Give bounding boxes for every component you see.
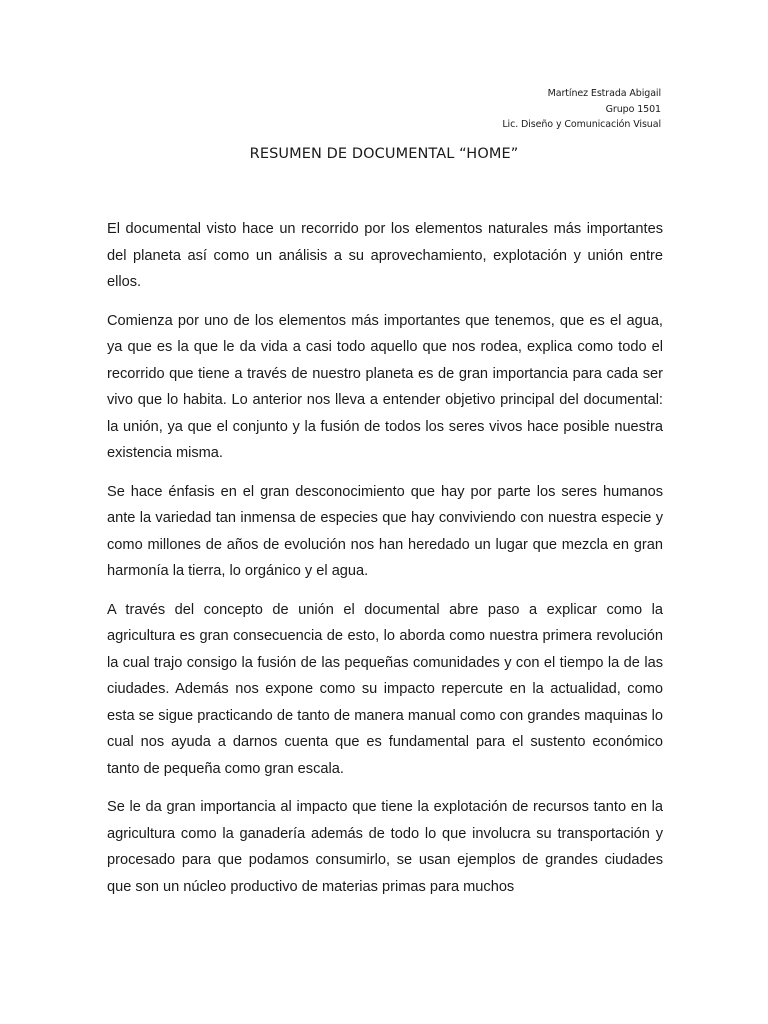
author-name: Martínez Estrada Abigail [547,88,661,99]
paragraph-1: El documental visto hace un recorrido por los elementos naturales más importantes del planeta así como un análisis a su aprovechamiento, explotación y unión entre ellos. [107,221,663,290]
program-label: Lic. Diseño y Comunicación Visual [502,119,661,130]
document-title: RESUMEN DE DOCUMENTAL “HOME” [249,146,519,162]
group-label: Grupo 1501 [605,103,661,115]
paragraph-5: Se le da gran importancia al impacto que tiene la explotación de recursos tanto en la agricultura como la ganadería además de todo lo que involucra su transportación y procesado para que podamos consumirlo, se usan ejemplos de grandes ciudades que son un núcleo productivo de materias primas para muchos [107,799,663,895]
paragraph-4: A través del concepto de unión el documental abre paso a explicar como la agricultura es gran consecuencia de esto, lo aborda como nuestra primera revolución la cual trajo consigo la fusión de las pequeñas comunidades y con el tiempo la de las ciudades. Además nos expone como su impacto repercute en la actualidad, como esta se sigue practicando de tanto de manera manual como con grandes maquinas lo cual nos ayuda a darnos cuenta que es fundamental para el sustento económico tanto de pequeña como gran escala. [107,601,663,777]
author-header [502,86,661,133]
paragraph-2: Comienza por uno de los elementos más importantes que tenemos, que es el agua, ya que es la que le da vida a casi todo aquello que nos rodea, explica como todo el recorrido que tiene a través de nuestro planeta es de gran importancia para cada ser vivo que lo habita. Lo anterior nos lleva a entender objetivo principal del documental: la unión, ya que el conjunto y la fusión de todos los seres vivos hace posible nuestra existencia misma. [107,312,663,461]
document-body [107,216,663,912]
paragraph-3: Se hace énfasis en el gran desconocimiento que hay por parte los seres humanos ante la variedad tan inmensa de especies que hay conviviendo con nuestra especie y como millones de años de evolución nos han heredado un lugar que mezcla en gran harmonía la tierra, lo orgánico y el agua. [107,483,663,579]
